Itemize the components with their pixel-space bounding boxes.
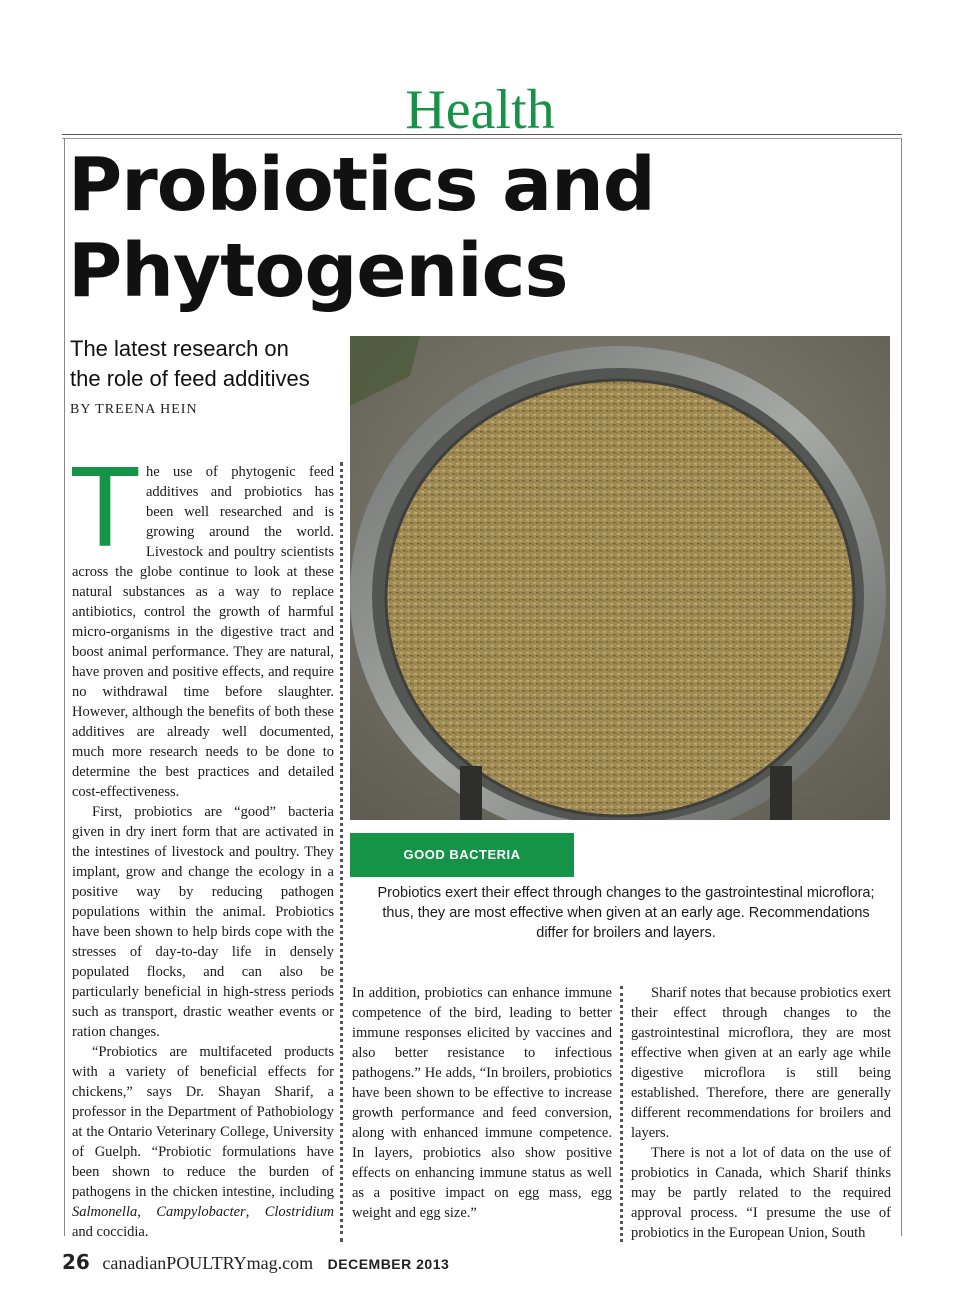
column-divider [340, 462, 343, 1242]
article-frame-right [901, 138, 902, 1236]
separator: , [245, 1204, 265, 1220]
photo-tag: GOOD BACTERIA [350, 833, 574, 877]
article-deck [70, 334, 350, 394]
paragraph [631, 983, 891, 1143]
paragraph-text: Sharif notes that because probiotics exert their effect through changes to the gastrointestinal microflora, they are most effective when given at an early age while digestive microflora is still being established. Therefore, there are generally different recommendations for broilers and layers. [631, 985, 891, 1141]
article-headline [68, 142, 868, 314]
deck-line-2: the role of feed additives [70, 366, 310, 391]
feed-bin-illustration [350, 336, 890, 820]
italic-term: Campylobacter [156, 1204, 246, 1220]
drop-cap: T [72, 462, 138, 572]
italic-term: Salmonella [72, 1204, 138, 1220]
paragraph [631, 1143, 891, 1243]
deck-line-1: The latest research on [70, 336, 289, 361]
separator: , [137, 1204, 157, 1220]
paragraph-text: There is not a lot of data on the use of probiotics in Canada, which Sharif thinks may be partly related to the required approval process. “I presume the use of probiotics in the European Union, South [631, 1145, 891, 1241]
paragraph-text: he use of phytogenic feed additives and probiotics has been well researched and is growing around the world. Livestock and poultry scientists across the globe continue to look at these natural substances as a way to replace antibiotics, control the growth of harmful micro-organisms in the digestive tract and boost animal performance. They are natural, have proven and positive effects, and require no withdrawal time before slaughter. However, although the benefits of both these additives are already well documented, much more research needs to be done to determine the best practices and detailed cost-effectiveness. [72, 464, 334, 800]
column-divider [620, 986, 623, 1242]
paragraph [72, 802, 334, 1042]
header-rule [62, 134, 902, 135]
paragraph [352, 983, 612, 1223]
magazine-site: canadianPOULTRYmag.com [102, 1253, 314, 1273]
header-rule-secondary [62, 138, 902, 139]
paragraph-text: and coccidia. [72, 1224, 149, 1240]
headline-line-1: Probiotics and [68, 142, 655, 228]
feed-bin-photo [350, 336, 890, 820]
article-frame-left [64, 138, 65, 1236]
column-3 [631, 983, 891, 1243]
column-2 [352, 983, 612, 1243]
byline: BY TREENA HEIN [70, 402, 198, 417]
column-1 [72, 462, 334, 1242]
paragraph [72, 1042, 334, 1242]
paragraph-text: First, probiotics are “good” bacteria given in dry inert form that are activated in the intestines of livestock and poultry. They implant, grow and change the ecology in a positive way by reducing pathogen populations within the animal. Probiotics have been shown to help birds cope with the stresses of day-to-day life in densely populated flocks, and can also be particularly beneficial in high-stress periods such as transport, drastic weather events or ration changes. [72, 804, 334, 1040]
page-footer [62, 1250, 449, 1274]
headline-line-2: Phytogenics [68, 228, 568, 314]
issue-date: DECEMBER 2013 [327, 1256, 450, 1272]
page-number: 26 [62, 1250, 90, 1274]
section-label: Health [405, 79, 555, 141]
paragraph-text: “Probiotics are multifaceted products with a variety of beneficial effects for chickens,” says Dr. Shayan Sharif, a professor in the Department of Pathobiology at the Ontario Veterinary College, University of Guelph. “Probiotic formulations have been shown to reduce the burden of pathogens in the chicken intestine, including [72, 1044, 334, 1200]
paragraph-text: In addition, probiotics can enhance immune competence of the bird, leading to better immune responses elicited by vaccines and also better resistance to infectious pathogens.” He adds, “In broilers, probiotics have been shown to be effective to increase growth performance and feed conversion, along with enhanced immune competence. In layers, probiotics also show positive effects on enhancing immune status as well as a positive impact on egg mass, egg weight and egg size.” [352, 985, 612, 1221]
italic-term: Clostridium [264, 1204, 334, 1220]
photo-caption: Probiotics exert their effect through changes to the gastrointestinal microflora; thus, they are most effective when given at an early age. Recommendations differ for broilers and layers. [377, 885, 875, 941]
